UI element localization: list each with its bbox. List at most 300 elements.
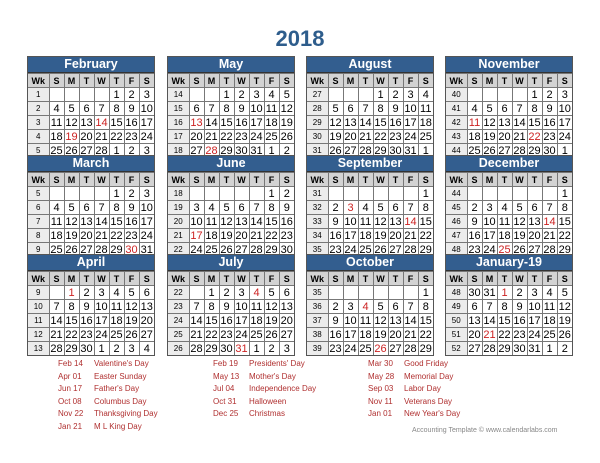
day-cell xyxy=(467,187,482,201)
day-cell: 7 xyxy=(542,201,557,215)
day-cell: 5 xyxy=(557,286,572,300)
month-calendar xyxy=(445,254,573,356)
holiday-date: Apr 01 xyxy=(58,371,82,381)
day-cell: 20 xyxy=(389,229,402,242)
holiday-date: May 13 xyxy=(213,371,240,381)
day-cell: 1 xyxy=(542,342,557,356)
day-cell: 2 xyxy=(557,342,572,356)
day-cell: 24 xyxy=(404,130,417,143)
day-cell: 7 xyxy=(512,102,527,116)
week-number: 7 xyxy=(28,215,49,229)
holiday-date: Mar 30 xyxy=(368,359,393,368)
day-cell: 8 xyxy=(219,102,234,116)
day-cell: 16 xyxy=(543,116,556,129)
day-cell: 14 xyxy=(404,215,417,228)
holiday-name: Thanksgiving Day xyxy=(94,409,158,418)
month-name: April xyxy=(28,255,154,271)
month-calendar xyxy=(27,56,155,158)
day-cell: 16 xyxy=(280,215,293,228)
holiday-item xyxy=(213,396,373,409)
holiday-date: Jun 17 xyxy=(58,384,83,393)
week-number: 43 xyxy=(446,130,467,144)
day-cell: 1 xyxy=(94,342,109,356)
day-cell xyxy=(79,187,94,201)
week-row xyxy=(307,342,433,356)
day-cell: 27 xyxy=(528,243,541,256)
day-cell: 8 xyxy=(64,300,79,314)
day-cell: 13 xyxy=(389,215,402,228)
day-cell: 7 xyxy=(482,300,497,314)
day-cell: 6 xyxy=(343,102,358,116)
holiday-item xyxy=(368,358,528,371)
day-cell: 10 xyxy=(344,215,357,228)
week-number-header: Wk xyxy=(168,173,189,187)
day-cell: 11 xyxy=(359,314,372,327)
day-cell: 7 xyxy=(94,102,109,116)
day-cell: 8 xyxy=(527,102,542,116)
day-cell: 10 xyxy=(558,102,571,115)
holiday-name: Christmas xyxy=(249,409,286,418)
week-row xyxy=(446,130,572,144)
day-cell: 3 xyxy=(189,201,204,215)
day-cell: 22 xyxy=(558,229,571,242)
day-cell: 26 xyxy=(329,144,342,157)
day-cell: 10 xyxy=(250,102,263,115)
day-cell xyxy=(482,88,497,102)
day-cell: 3 xyxy=(139,187,154,201)
day-cell: 2 xyxy=(467,201,482,215)
holiday-item xyxy=(213,371,373,384)
day-cell: 5 xyxy=(219,201,234,215)
weekday-header: S xyxy=(467,173,482,187)
day-cell: 14 xyxy=(513,116,526,129)
week-row xyxy=(168,187,294,201)
day-cell: 31 xyxy=(483,286,496,299)
day-cell: 7 xyxy=(204,102,219,116)
day-cell: 31 xyxy=(528,342,541,355)
weekday-header: T xyxy=(497,173,512,187)
day-cell xyxy=(328,187,343,201)
day-cell: 21 xyxy=(404,229,417,242)
day-cell: 17 xyxy=(528,314,541,327)
weekday-header: S xyxy=(279,173,294,187)
weekday-header: T xyxy=(79,74,94,88)
day-cell: 20 xyxy=(498,130,511,143)
day-cell: 21 xyxy=(543,229,556,242)
day-cell: 25 xyxy=(50,243,63,256)
day-cell: 29 xyxy=(498,342,511,355)
day-cell xyxy=(204,88,219,102)
day-cell: 10 xyxy=(235,300,248,313)
weekday-header: F xyxy=(124,74,139,88)
week-row xyxy=(307,328,433,342)
day-cell: 23 xyxy=(220,328,233,341)
week-number-header: Wk xyxy=(307,74,328,88)
day-cell: 19 xyxy=(374,328,387,341)
month-calendar xyxy=(306,56,434,158)
weekday-header: W xyxy=(94,173,109,187)
day-cell: 23 xyxy=(543,130,556,143)
day-cell: 13 xyxy=(280,300,293,313)
day-cell: 25 xyxy=(359,243,372,256)
day-cell: 5 xyxy=(482,102,497,116)
day-cell: 1 xyxy=(557,144,572,158)
week-row xyxy=(307,314,433,328)
day-cell xyxy=(358,286,373,300)
day-cell: 13 xyxy=(190,116,203,129)
week-number: 3 xyxy=(28,116,49,130)
day-cell: 29 xyxy=(374,144,387,157)
day-cell: 25 xyxy=(110,328,123,341)
week-row xyxy=(28,286,154,300)
week-number: 40 xyxy=(446,88,467,102)
weekday-header: M xyxy=(482,74,497,88)
day-cell: 7 xyxy=(189,300,204,314)
day-cell: 29 xyxy=(110,243,123,256)
day-cell: 1 xyxy=(527,88,542,102)
day-cell: 22 xyxy=(110,130,123,143)
day-cell: 23 xyxy=(80,328,93,341)
day-cell: 22 xyxy=(498,328,511,341)
day-cell xyxy=(403,187,418,201)
day-cell: 3 xyxy=(94,286,109,300)
weekday-header: W xyxy=(234,173,249,187)
day-cell xyxy=(497,187,512,201)
day-cell: 24 xyxy=(528,328,541,341)
day-cell: 9 xyxy=(512,300,527,314)
week-row xyxy=(168,116,294,130)
weekday-header: T xyxy=(219,74,234,88)
holiday-name: Veterans Day xyxy=(404,396,453,406)
weekday-header: T xyxy=(388,173,403,187)
day-cell: 15 xyxy=(419,314,432,327)
day-cell: 21 xyxy=(190,328,203,341)
day-cell: 30 xyxy=(80,342,93,355)
day-cell: 9 xyxy=(219,300,234,314)
weekday-header: M xyxy=(482,272,497,286)
day-cell: 20 xyxy=(140,314,153,327)
day-cell: 9 xyxy=(234,102,249,116)
week-number: 49 xyxy=(446,300,467,314)
weekday-header: F xyxy=(403,272,418,286)
day-cell: 21 xyxy=(404,328,417,341)
week-number: 4 xyxy=(28,130,49,144)
day-cell: 1 xyxy=(204,286,219,300)
day-cell: 2 xyxy=(124,88,139,102)
weekday-header: M xyxy=(343,74,358,88)
day-cell: 11 xyxy=(250,300,263,313)
week-row xyxy=(28,314,154,328)
day-cell: 29 xyxy=(419,243,432,256)
day-cell: 29 xyxy=(265,243,278,256)
day-cell: 11 xyxy=(543,300,556,313)
day-cell xyxy=(373,187,388,201)
holiday-column xyxy=(213,358,373,421)
day-cell: 29 xyxy=(558,243,571,256)
weekday-header: T xyxy=(497,272,512,286)
holiday-item xyxy=(58,396,218,409)
holiday-name: Labor Day xyxy=(404,384,441,393)
week-number: 50 xyxy=(446,314,467,328)
weekday-header: T xyxy=(109,173,124,187)
holiday-date: Jul 04 xyxy=(213,384,235,393)
weekday-header: F xyxy=(264,173,279,187)
holiday-name: Valentine's Day xyxy=(94,359,149,368)
holiday-date: Feb 14 xyxy=(58,359,83,368)
day-cell: 25 xyxy=(205,243,218,256)
day-cell xyxy=(79,88,94,102)
week-number: 35 xyxy=(307,286,328,300)
day-cell: 3 xyxy=(139,88,154,102)
day-cell: 27 xyxy=(498,144,511,157)
day-cell: 11 xyxy=(359,215,372,228)
day-cell: 2 xyxy=(512,286,527,300)
day-cell: 10 xyxy=(190,215,203,228)
week-row xyxy=(446,314,572,328)
day-cell: 15 xyxy=(265,215,278,228)
day-cell: 19 xyxy=(329,130,342,143)
day-cell: 23 xyxy=(513,328,526,341)
day-cell: 14 xyxy=(404,314,417,327)
week-number: 41 xyxy=(446,102,467,116)
week-number: 31 xyxy=(307,144,328,158)
weekday-header: W xyxy=(234,272,249,286)
weekday-header: M xyxy=(482,173,497,187)
week-number: 12 xyxy=(28,328,49,342)
week-number: 35 xyxy=(307,243,328,257)
weekday-header: M xyxy=(64,173,79,187)
day-cell: 1 xyxy=(557,187,572,201)
day-cell: 25 xyxy=(468,144,481,157)
day-cell xyxy=(328,286,343,300)
month-table xyxy=(446,73,572,157)
day-cell: 24 xyxy=(140,229,153,242)
week-number: 48 xyxy=(446,286,467,300)
week-number: 33 xyxy=(307,215,328,229)
day-cell: 22 xyxy=(205,328,218,341)
day-cell: 15 xyxy=(374,116,387,129)
day-cell: 23 xyxy=(329,342,342,355)
holiday-item xyxy=(58,383,218,396)
week-number: 25 xyxy=(168,328,189,342)
week-row xyxy=(446,342,572,356)
weekday-header: S xyxy=(557,173,572,187)
day-cell: 28 xyxy=(205,144,218,157)
day-cell: 9 xyxy=(467,215,482,229)
day-cell: 19 xyxy=(65,229,78,242)
day-cell: 3 xyxy=(279,342,294,356)
week-number: 24 xyxy=(168,314,189,328)
day-cell: 19 xyxy=(220,229,233,242)
day-cell: 26 xyxy=(220,243,233,256)
day-cell: 11 xyxy=(498,215,511,228)
week-row xyxy=(168,229,294,243)
day-cell: 6 xyxy=(467,300,482,314)
day-cell: 4 xyxy=(358,201,373,215)
day-cell: 27 xyxy=(80,144,93,157)
day-cell: 6 xyxy=(388,201,403,215)
day-cell: 19 xyxy=(558,314,571,327)
week-number: 16 xyxy=(168,116,189,130)
day-cell: 14 xyxy=(50,314,63,327)
day-cell xyxy=(328,88,343,102)
day-cell: 4 xyxy=(418,88,433,102)
weekday-header: T xyxy=(109,272,124,286)
day-cell: 7 xyxy=(49,300,64,314)
week-row xyxy=(168,88,294,102)
day-cell: 8 xyxy=(557,201,572,215)
month-table xyxy=(307,73,433,157)
week-number: 48 xyxy=(446,243,467,257)
month-table xyxy=(28,73,154,157)
week-row xyxy=(446,88,572,102)
day-cell: 26 xyxy=(558,328,571,341)
day-cell: 13 xyxy=(80,116,93,129)
day-cell: 1 xyxy=(264,187,279,201)
day-cell: 13 xyxy=(344,116,357,129)
holiday-date: Oct 31 xyxy=(213,396,237,406)
day-cell: 9 xyxy=(79,300,94,314)
weekday-header: W xyxy=(234,74,249,88)
day-cell: 9 xyxy=(388,102,403,116)
week-number: 22 xyxy=(168,286,189,300)
day-cell: 5 xyxy=(373,300,388,314)
day-cell: 19 xyxy=(483,130,496,143)
day-cell: 16 xyxy=(235,116,248,129)
day-cell: 23 xyxy=(125,229,138,242)
day-cell: 1 xyxy=(109,88,124,102)
weekday-header: T xyxy=(79,272,94,286)
day-cell: 31 xyxy=(140,243,153,256)
day-cell xyxy=(403,286,418,300)
day-cell: 8 xyxy=(418,300,433,314)
week-number: 5 xyxy=(28,187,49,201)
month-name: November xyxy=(446,57,572,73)
day-cell: 22 xyxy=(374,130,387,143)
weekday-header: T xyxy=(527,173,542,187)
week-row xyxy=(28,102,154,116)
holiday-item xyxy=(213,408,373,421)
day-cell: 14 xyxy=(250,215,263,228)
day-cell: 29 xyxy=(65,342,78,355)
week-number: 46 xyxy=(446,215,467,229)
day-cell: 26 xyxy=(125,328,138,341)
holiday-name: Mother's Day xyxy=(249,371,296,381)
weekday-header: F xyxy=(124,272,139,286)
weekday-header: W xyxy=(512,173,527,187)
week-number: 37 xyxy=(307,314,328,328)
week-row xyxy=(28,130,154,144)
day-cell: 4 xyxy=(109,286,124,300)
day-cell: 24 xyxy=(483,243,496,256)
day-cell: 25 xyxy=(419,130,432,143)
holiday-date: May 28 xyxy=(368,371,395,381)
day-cell: 21 xyxy=(359,130,372,143)
day-cell: 3 xyxy=(234,286,249,300)
day-cell: 9 xyxy=(124,201,139,215)
month-table xyxy=(446,271,572,355)
day-cell: 2 xyxy=(279,187,294,201)
day-cell: 12 xyxy=(265,300,278,313)
day-cell xyxy=(467,88,482,102)
day-cell: 16 xyxy=(125,215,138,228)
day-cell xyxy=(373,286,388,300)
week-number: 52 xyxy=(446,342,467,356)
holiday-item xyxy=(368,383,528,396)
week-number-header: Wk xyxy=(28,272,49,286)
week-number: 6 xyxy=(28,201,49,215)
week-number: 14 xyxy=(168,88,189,102)
day-cell: 21 xyxy=(95,130,108,143)
weekday-header: T xyxy=(249,272,264,286)
footer-credit: Accounting Template © www.calendarlabs.com xyxy=(412,427,558,434)
day-cell: 24 xyxy=(235,328,248,341)
holiday-item xyxy=(213,383,373,396)
day-cell: 13 xyxy=(140,300,153,313)
week-row xyxy=(307,201,433,215)
day-cell: 6 xyxy=(234,201,249,215)
week-number-header: Wk xyxy=(446,173,467,187)
day-cell: 23 xyxy=(280,229,293,242)
week-row xyxy=(307,215,433,229)
week-number: 9 xyxy=(28,286,49,300)
weekday-header: T xyxy=(388,272,403,286)
day-cell: 27 xyxy=(80,243,93,256)
weekday-header: S xyxy=(49,272,64,286)
day-cell: 6 xyxy=(79,201,94,215)
day-cell: 19 xyxy=(280,116,293,129)
day-cell: 26 xyxy=(65,243,78,256)
week-row xyxy=(168,102,294,116)
day-cell: 2 xyxy=(79,286,94,300)
day-cell: 3 xyxy=(482,201,497,215)
day-cell: 19 xyxy=(65,130,78,143)
day-cell xyxy=(512,187,527,201)
day-cell: 27 xyxy=(344,144,357,157)
weekday-header: T xyxy=(249,173,264,187)
day-cell: 14 xyxy=(190,314,203,327)
weekday-header: F xyxy=(403,74,418,88)
day-cell: 30 xyxy=(235,144,248,157)
day-cell: 18 xyxy=(110,314,123,327)
day-cell: 18 xyxy=(250,314,263,327)
week-number: 29 xyxy=(307,116,328,130)
day-cell: 24 xyxy=(95,328,108,341)
holiday-item xyxy=(368,396,528,409)
day-cell: 2 xyxy=(234,88,249,102)
holiday-column xyxy=(58,358,218,433)
day-cell: 4 xyxy=(139,342,154,356)
day-cell: 16 xyxy=(513,314,526,327)
day-cell: 16 xyxy=(125,116,138,129)
day-cell xyxy=(388,187,403,201)
day-cell: 19 xyxy=(374,229,387,242)
day-cell: 26 xyxy=(483,144,496,157)
week-number-header: Wk xyxy=(168,74,189,88)
month-calendar xyxy=(445,155,573,257)
month-calendar xyxy=(27,155,155,257)
month-calendar xyxy=(445,56,573,158)
holiday-column xyxy=(368,358,528,421)
day-cell: 27 xyxy=(389,342,402,355)
day-cell: 10 xyxy=(483,215,496,228)
day-cell: 10 xyxy=(404,102,417,115)
day-cell: 27 xyxy=(280,328,293,341)
day-cell: 23 xyxy=(389,130,402,143)
week-row xyxy=(307,130,433,144)
day-cell: 17 xyxy=(404,116,417,129)
day-cell: 13 xyxy=(389,314,402,327)
